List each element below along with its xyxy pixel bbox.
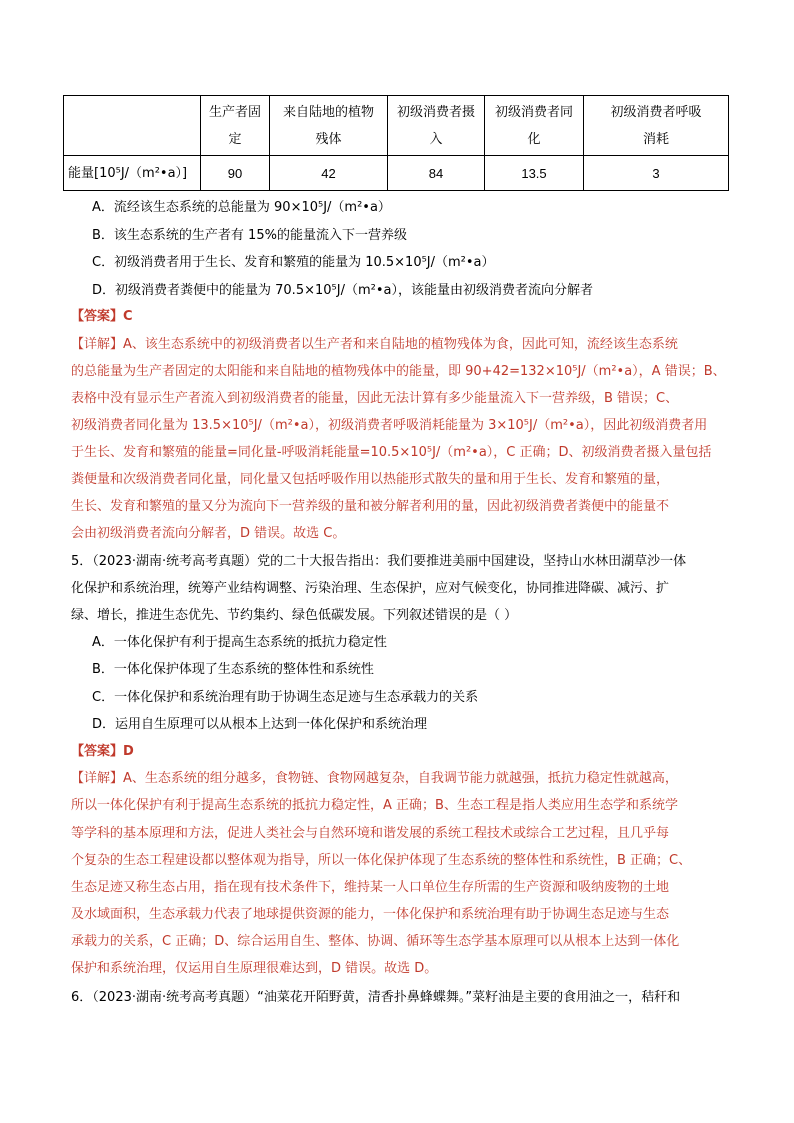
q5-stem-line: 绿、增长，推进生态优先、节约集约、绿色低碳发展。下列叙述错误的是（ ） (71, 608, 518, 623)
table-header-cell (388, 96, 485, 156)
q5-explain-line: 所以一体化保护有利于提高生态系统的抵抗力稳定性，A 正确；B、生态工程是指人类应用生态学和系统学 (71, 798, 678, 813)
q5-answer: 【答案】D (71, 744, 134, 759)
q4-explain-line: 于生长、发育和繁殖的能量=同化量-呼吸消耗能量=10.5×10⁵J/（m²•a），C 正确；D、初级消费者摄入量包括 (71, 445, 712, 460)
header-line: 入 (429, 131, 443, 147)
q4-option-d: D．初级消费者粪便中的能量为 70.5×10⁵J/（m²•a），该能量由初级消费者流向分解者 (92, 283, 593, 298)
header-line: 残体 (315, 131, 342, 147)
q5-explain-line: 及水域面积，生态承载力代表了地球提供资源的能力，一体化保护和系统治理有助于协调生态足迹与生态 (71, 907, 670, 922)
q4-option-c: C．初级消费者用于生长、发育和繁殖的能量为 10.5×10⁵J/（m²•a） (92, 255, 495, 270)
energy-table (63, 95, 729, 191)
table-header-cell (270, 96, 388, 156)
table-header-cell (584, 96, 729, 156)
q5-stem-line: 5．（2023·湖南·统考高考真题）党的二十大报告指出：我们要推进美丽中国建设，坚持山水林田湖草沙一体 (71, 554, 687, 569)
q4-explain-line: 会由初级消费者流向分解者，D 错误。故选 C。 (71, 526, 346, 541)
header-line: 消耗 (642, 131, 669, 147)
table-cell: 42 (270, 156, 388, 191)
q4-explain-line: 生长、发育和繁殖的量又分为流向下一营养级的量和被分解者利用的量，因此初级消费者粪便中的能量不 (71, 499, 670, 514)
q6-stem-line: 6．（2023·湖南·统考高考真题）“油菜花开陌野黄，清香扑鼻蜂蝶舞。”菜籽油是主要的食用油之一，秸秆和 (71, 990, 681, 1005)
table-cell: 13.5 (485, 156, 584, 191)
q5-option-a: A．一体化保护有利于提高生态系统的抵抗力稳定性 (92, 635, 387, 650)
q4-explain-line: 初级消费者同化量为 13.5×10⁵J/（m²•a），初级消费者呼吸消耗能量为 3×10⁵J/（m²•a），因此初级消费者用 (71, 418, 708, 433)
table-cell: 3 (584, 156, 729, 191)
header-line: 定 (228, 131, 242, 147)
q5-option-b: B．一体化保护体现了生态系统的整体性和系统性 (92, 662, 374, 677)
header-line: 初级消费者摄 (396, 104, 475, 120)
table-cell: 84 (388, 156, 485, 191)
table-header-cell (485, 96, 584, 156)
q5-option-c: C．一体化保护和系统治理有助于协调生态足迹与生态承载力的关系 (92, 690, 479, 705)
table-cell: 90 (201, 156, 270, 191)
table-row-label: 能量[10⁵J/（m²•a）] (64, 156, 201, 191)
header-line: 化 (527, 131, 541, 147)
q5-explain-line: 个复杂的生态工程建设都以整体观为指导，所以一体化保护体现了生态系统的整体性和系统性，B 正确；C、 (71, 853, 692, 868)
q4-explain-line: 【详解】A、该生态系统中的初级消费者以生产者和来自陆地的植物残体为食，因此可知，流经该生态系统 (71, 337, 678, 352)
q5-explain-line: 等学科的基本原理和方法，促进人类社会与自然环境和谐发展的系统工程技术或综合工艺过程，且几乎每 (71, 826, 670, 841)
table-data-row (64, 156, 729, 191)
header-line: 来自陆地的植物 (282, 104, 374, 120)
table-header-cell-empty (64, 96, 201, 156)
q5-explain-line: 保护和系统治理，仅运用自生原理很难达到，D 错误。故选 D。 (71, 961, 438, 976)
q5-explain-line: 承载力的关系，C 正确；D、综合运用自生、整体、协调、循环等生态学基本原理可以从根本上达到一体化 (71, 934, 680, 949)
q4-explain-line: 表格中没有显示生产者流入到初级消费者的能量，因此无法计算有多少能量流入下一营养级，B 错误；C、 (71, 391, 679, 406)
q4-option-b: B．该生态系统的生产者有 15%的能量流入下一营养级 (92, 228, 407, 243)
header-line: 生产者固 (208, 104, 261, 120)
q4-option-a: A．流经该生态系统的总能量为 90×10⁵J/（m²•a） (92, 200, 391, 215)
q4-answer: 【答案】C (71, 309, 133, 324)
q5-stem-line: 化保护和系统治理，统筹产业结构调整、污染治理、生态保护，应对气候变化，协同推进降碳、减污、扩 (71, 581, 670, 596)
q4-explain-line: 的总能量为生产者固定的太阳能和来自陆地的植物残体中的能量，即 90+42=132×10⁵J/（m²•a），A 错误；B、 (71, 364, 726, 379)
q5-option-d: D．运用自生原理可以从根本上达到一体化保护和系统治理 (92, 717, 428, 732)
q5-explain-line: 生态足迹又称生态占用，指在现有技术条件下，维持某一人口单位生存所需的生产资源和吸纳废物的土地 (71, 880, 670, 895)
header-line: 初级消费者呼吸 (610, 104, 702, 120)
header-line: 初级消费者同 (494, 104, 573, 120)
table-header-cell (201, 96, 270, 156)
q4-explain-line: 粪便量和次级消费者同化量，同化量又包括呼吸作用以热能形式散失的量和用于生长、发育和繁殖的量， (71, 472, 670, 487)
q5-explain-line: 【详解】A、生态系统的组分越多，食物链、食物网越复杂，自我调节能力就越强，抵抗力稳定性就越高， (71, 771, 678, 786)
table-header-row (64, 96, 729, 156)
